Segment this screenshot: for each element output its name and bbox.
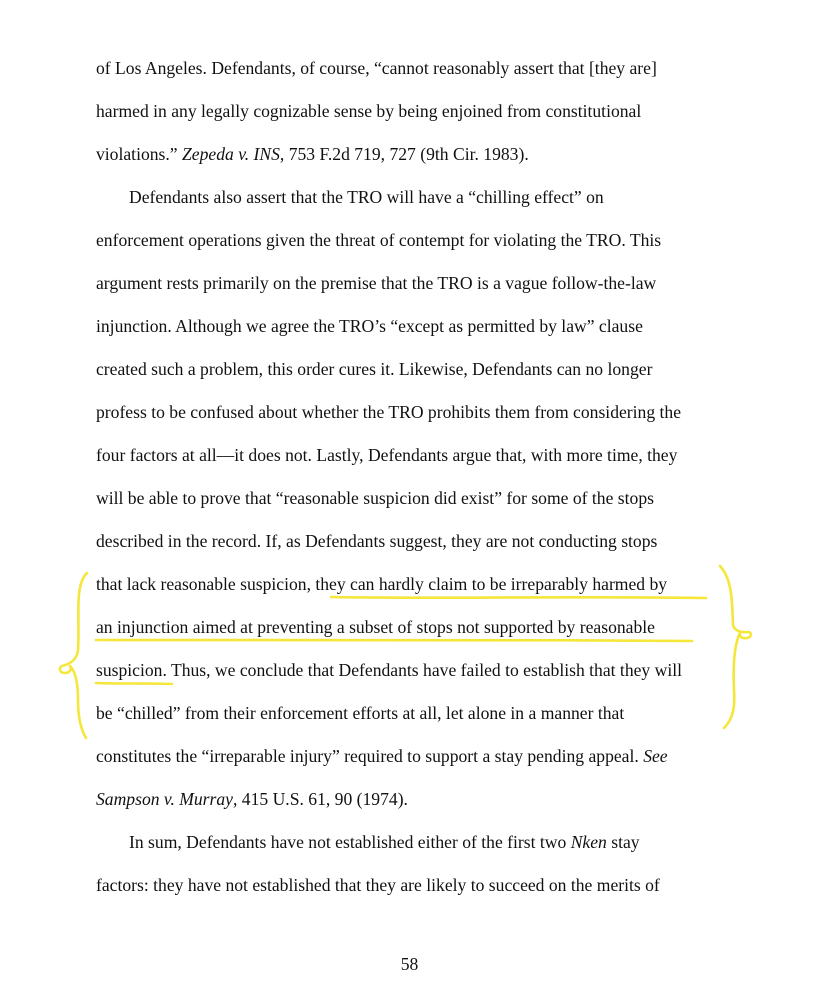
case-name: Nken [570,832,607,852]
text-line: profess to be confused about whether the TRO prohibits them from considering the [96,402,682,422]
text-line: that lack reasonable suspicion, they can hardly claim to be irreparably harmed by [96,574,668,594]
text-line [96,143,529,165]
text-run: constitutes the “irreparable injury” required to support a stay pending appeal. [96,746,644,766]
text-line: four factors at all—it does not. Lastly, Defendants argue that, with more time, they [96,445,678,465]
text-line: factors: they have not established that they are likely to succeed on the merits of [96,875,660,895]
case-citation: Zepeda v. INS [182,144,280,164]
text-line: an injunction aimed at preventing a subset of stops not supported by reasonable [96,617,655,637]
text-line: be “chilled” from their enforcement efforts at all, let alone in a manner that [96,703,625,723]
case-citation: Sampson v. Murray [96,789,233,809]
text-run: stay [606,832,640,852]
left-bracket-mark [60,573,87,738]
text-line: argument rests primarily on the premise that the TRO is a vague follow-the-law [96,273,657,293]
page-number: 58 [400,954,419,974]
highlight-underline [331,597,706,598]
text-line: will be able to prove that “reasonable suspicion did exist” for some of the stops [96,488,654,508]
signal-see: See [643,746,668,766]
text-line: of Los Angeles. Defendants, of course, “cannot reasonably assert that [they are] [96,58,657,78]
text-line [96,788,408,810]
highlight-underline [96,683,172,684]
text-run: , 753 F.2d 719, 727 (9th Cir. 1983). [279,144,529,164]
text-line: Defendants also assert that the TRO will have a “chilling effect” on [129,187,604,207]
text-run: In sum, Defendants have not established either of the first two [129,832,571,852]
text-line: enforcement operations given the threat of contempt for violating the TRO. This [96,230,662,250]
text-line: harmed in any legally cognizable sense by being enjoined from constitutional [96,101,642,121]
text-line: created such a problem, this order cures it. Likewise, Defendants can no longer [96,359,653,379]
text-line: suspicion. Thus, we conclude that Defendants have failed to establish that they will [96,660,682,680]
highlight-underline [96,640,692,641]
text-line: injunction. Although we agree the TRO’s “except as permitted by law” clause [96,316,643,336]
text-line: described in the record. If, as Defendants suggest, they are not conducting stops [96,531,658,551]
right-bracket-mark [720,566,751,728]
text-run: , 415 U.S. 61, 90 (1974). [233,789,408,809]
text-run: violations.” [96,144,183,164]
text-line [129,831,640,853]
text-line [96,745,668,767]
